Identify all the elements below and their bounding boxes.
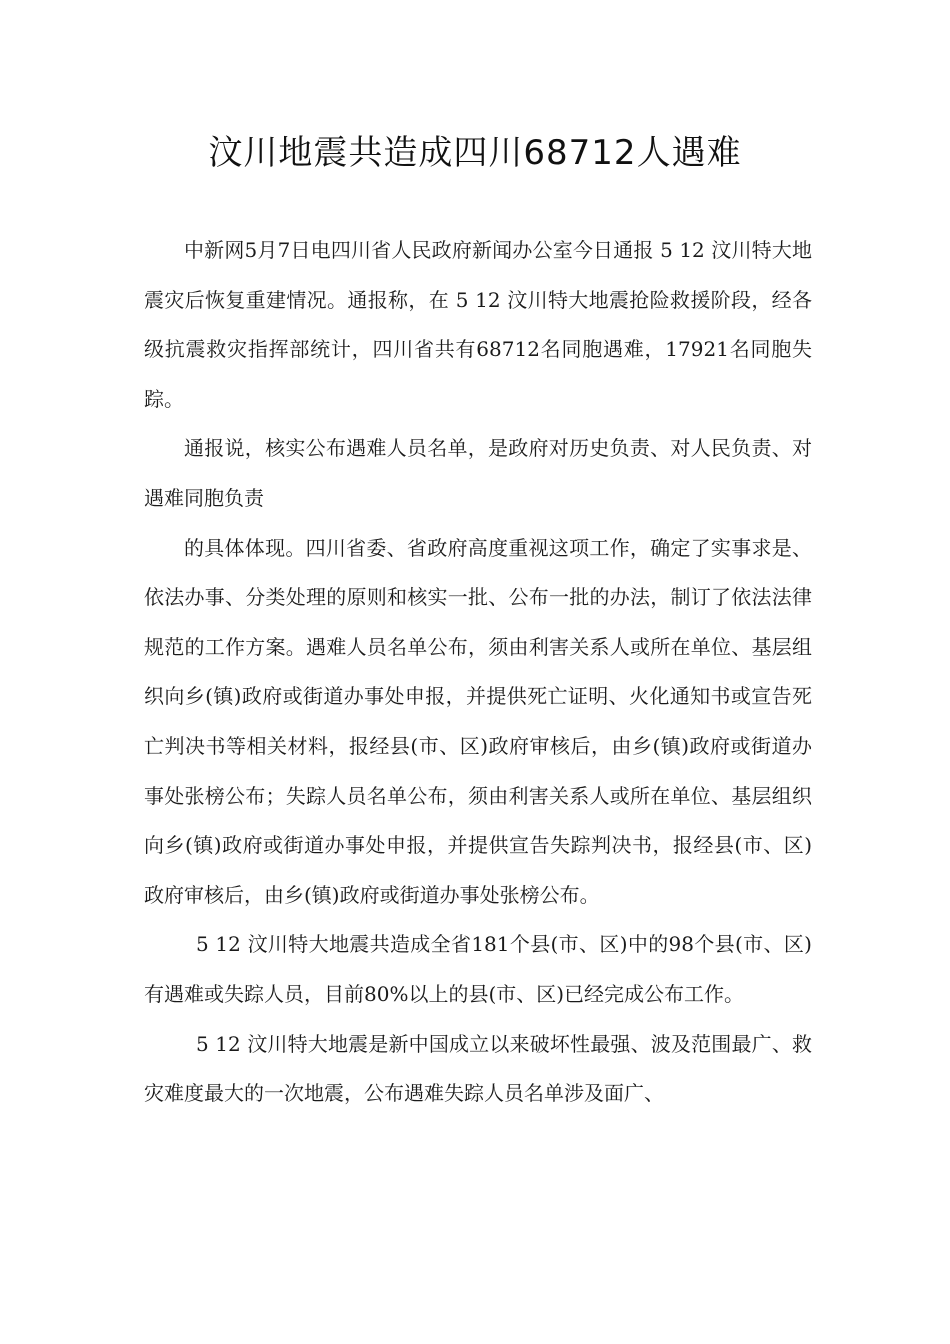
document-title: 汶川地震共造成四川68712人遇难: [208, 133, 742, 173]
paragraph-2: 通报说，核实公布遇难人员名单，是政府对历史负责、对人民负责、对遇难同胞负责: [144, 436, 812, 510]
paragraph-4: 5 12 汶川特大地震共造成全省181个县(市、区)中的98个县(市、区)有遇难或失踪人员，目前80%以上的县(市、区)已经完成公布工作。: [144, 932, 812, 1006]
paragraph-3: 的具体体现。四川省委、省政府高度重视这项工作，确定了实事求是、依法办事、分类处理的原则和核实一批、公布一批的办法，制订了依法法律规范的工作方案。遇难人员名单公布，须由利害关系人或所在单位、基层组织向乡(镇)政府或街道办事处申报，并提供死亡证明、火化通知书或宣告死亡判决书等相关材料，报经县(市、区)政府审核后，由乡(镇)政府或街道办事处张榜公布；失踪人员名单公布，须由利害关系人或所在单位、基层组织向乡(镇)政府或街道办事处申报，并提供宣告失踪判决书，报经县(市、区)政府审核后，由乡(镇)政府或街道办事处张榜公布。: [144, 535, 812, 907]
paragraph-1: 中新网5月7日电四川省人民政府新闻办公室今日通报 5 12 汶川特大地震灾后恢复重建情况。通报称，在 5 12 汶川特大地震抢险救援阶段，经各级抗震救灾指挥部统计，四川省共有68712名同胞遇难，17921名同胞失踪。: [144, 238, 812, 411]
paragraph-5: 5 12 汶川特大地震是新中国成立以来破坏性最强、波及范围最广、救灾难度最大的一次地震，公布遇难失踪人员名单涉及面广、: [144, 1031, 812, 1106]
document-body: [144, 226, 812, 1119]
